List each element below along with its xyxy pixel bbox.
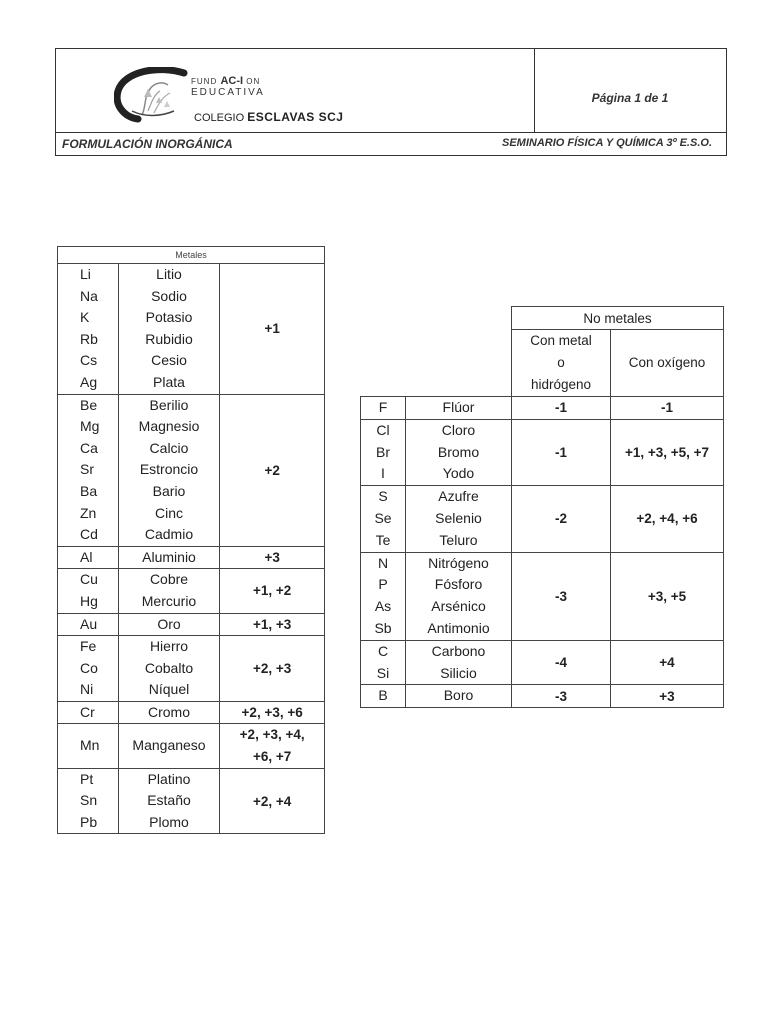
metal-group-row — [58, 724, 325, 768]
nonmetal-name: Antimonio — [427, 619, 490, 636]
metal-valence-line: +6, +7 — [253, 749, 292, 765]
nonmetal-symbol: F — [378, 399, 388, 415]
header-bottom-row — [56, 133, 726, 155]
metal-symbols-cell — [58, 394, 119, 546]
nonmetal-names-cell — [406, 397, 512, 420]
nonmetal-with-oxygen-cell: +3, +5 — [611, 552, 724, 640]
metal-symbol: K — [80, 309, 90, 326]
nonmetal-symbols-cell — [361, 486, 406, 552]
metal-symbols-cell — [58, 546, 119, 569]
blank-cell — [361, 307, 512, 330]
nonmetal-symbols-cell — [361, 397, 406, 420]
metal-names-cell — [118, 569, 220, 613]
nonmetals-title: No metales — [512, 307, 724, 330]
nonmetal-names-cell — [406, 552, 512, 640]
metal-name: Mercurio — [141, 592, 197, 609]
page-number-cell — [534, 49, 726, 132]
metal-symbol: Ba — [80, 482, 98, 499]
metal-name: Manganeso — [132, 737, 206, 754]
metal-symbol: Mn — [80, 737, 100, 754]
metal-name: Cobalto — [144, 659, 194, 676]
metal-name: Platino — [147, 770, 191, 787]
metal-name: Plata — [153, 373, 185, 390]
metal-symbol: Ni — [80, 681, 94, 698]
metal-name: Litio — [156, 266, 182, 282]
metal-symbol: Rb — [80, 330, 98, 347]
metal-names-cell — [118, 264, 220, 395]
metals-caption: Metales — [58, 247, 325, 264]
metals-caption-row — [58, 247, 325, 264]
metal-symbol: Be — [80, 396, 98, 413]
nonmetal-with-metal-cell: -4 — [512, 640, 611, 685]
nonmetals-table — [360, 306, 724, 708]
nonmetal-with-oxygen-cell: +4 — [611, 640, 724, 685]
nonmetal-name: Flúor — [442, 399, 475, 415]
nonmetal-name: Cloro — [441, 421, 476, 438]
metal-name: Hierro — [149, 638, 189, 655]
nonmetal-name: Bromo — [437, 443, 480, 460]
metal-name: Plomo — [149, 813, 189, 830]
school-logo-icon — [114, 67, 194, 123]
metal-name: Níquel — [148, 681, 190, 698]
school-name: COLEGIO ESCLAVAS SCJ — [194, 110, 344, 124]
nonmetal-symbol: Se — [374, 509, 392, 526]
metal-group-row — [58, 701, 325, 724]
nonmetal-symbol: Te — [375, 531, 391, 548]
nonmetal-name: Carbono — [431, 642, 486, 659]
nonmetal-symbol: N — [377, 554, 389, 571]
nonmetal-with-metal-cell: -2 — [512, 486, 611, 552]
nonmetal-symbol: Si — [376, 664, 390, 681]
col-with-metal-label-line: o — [557, 355, 565, 370]
nonmetal-with-oxygen-cell: +3 — [611, 685, 724, 708]
nonmetal-names-cell — [406, 640, 512, 685]
metal-symbol: Li — [80, 266, 91, 282]
metal-names-cell — [118, 394, 220, 546]
metal-valence-cell: +2, +3 — [220, 636, 325, 702]
metal-symbol: Ca — [80, 439, 98, 456]
nonmetal-with-metal-cell: -3 — [512, 552, 611, 640]
metal-name: Cadmio — [144, 526, 194, 543]
nonmetal-with-metal-cell: -3 — [512, 685, 611, 708]
document-header — [55, 48, 727, 156]
col-with-metal-label — [512, 330, 610, 396]
metal-symbol: Co — [80, 659, 98, 676]
metal-symbols-cell — [58, 724, 119, 768]
nonmetal-with-metal-cell: -1 — [512, 397, 611, 420]
metal-valence-cell: +1, +3 — [220, 613, 325, 636]
nonmetal-names-cell — [406, 419, 512, 485]
nonmetal-name: Fósforo — [434, 576, 483, 593]
metal-group-row — [58, 394, 325, 546]
metal-valence-cell: +2 — [220, 394, 325, 546]
metal-names-cell — [118, 546, 220, 569]
metal-symbol: Mg — [80, 418, 100, 435]
metal-name: Cromo — [148, 703, 191, 720]
nonmetal-symbol: Cl — [376, 421, 390, 438]
metal-names-cell — [118, 768, 220, 834]
metal-symbol: Ag — [80, 373, 98, 390]
logo-cell — [56, 49, 535, 132]
metal-valence-cell: +1, +2 — [220, 569, 325, 613]
metal-name: Aluminio — [142, 548, 196, 565]
metal-name: Potasio — [145, 309, 193, 326]
nonmetal-symbol: As — [374, 598, 392, 615]
metal-symbols-cell — [58, 613, 119, 636]
metal-symbols-cell — [58, 569, 119, 613]
metal-name: Sodio — [151, 287, 187, 304]
nonmetal-symbols-cell — [361, 419, 406, 485]
metal-name: Estroncio — [139, 461, 199, 478]
metal-valence-cell — [220, 724, 325, 768]
metal-valence-line: +2, +3, +4, — [239, 727, 305, 743]
nonmetal-with-oxygen-cell: +2, +4, +6 — [611, 486, 724, 552]
metal-names-cell — [118, 701, 220, 724]
col-with-oxygen-header: Con oxígeno — [611, 330, 724, 397]
metal-valence-cell: +2, +4 — [220, 768, 325, 834]
metal-group-row — [58, 636, 325, 702]
nonmetal-symbol: P — [378, 576, 388, 593]
metal-symbol: Pt — [80, 770, 94, 787]
metal-valence-cell: +3 — [220, 546, 325, 569]
metal-group-row — [58, 768, 325, 834]
header-top-row — [56, 49, 726, 133]
metal-valence-cell: +1 — [220, 264, 325, 395]
metal-group-row — [58, 613, 325, 636]
col-with-metal-label-line: Con metal — [530, 333, 592, 348]
subject-title: FORMULACIÓN INORGÁNICA — [62, 137, 233, 151]
nonmetal-with-oxygen-cell: -1 — [611, 397, 724, 420]
nonmetal-group-row — [361, 552, 724, 640]
metal-symbol: Au — [80, 615, 98, 632]
nonmetal-symbols-cell — [361, 640, 406, 685]
metal-symbol: Zn — [80, 504, 97, 521]
nonmetal-with-oxygen-cell: +1, +3, +5, +7 — [611, 419, 724, 485]
metal-names-cell — [118, 613, 220, 636]
nonmetal-symbol: Br — [376, 443, 390, 460]
metal-name: Rubidio — [145, 330, 193, 347]
nonmetal-name: Selenio — [435, 509, 482, 526]
metal-symbol: Cu — [80, 571, 98, 588]
seminar-title: SEMINARIO FÍSICA Y QUÍMICA 3º E.S.O. — [502, 137, 712, 149]
metal-symbols-cell — [58, 264, 119, 395]
nonmetal-name: Silicio — [440, 664, 477, 681]
nonmetal-symbol: I — [381, 465, 385, 482]
nonmetals-title-row — [361, 307, 724, 330]
metal-symbol: Cs — [80, 352, 98, 369]
metal-name: Magnesio — [138, 418, 200, 435]
metal-name: Cesio — [151, 352, 187, 369]
metal-name: Estaño — [147, 792, 191, 809]
nonmetal-name: Azufre — [438, 488, 479, 505]
metal-symbol: Fe — [80, 638, 97, 655]
metal-name: Calcio — [149, 439, 189, 456]
metal-name: Oro — [157, 615, 181, 632]
metal-name: Cinc — [155, 504, 184, 521]
metal-names-cell — [118, 724, 220, 768]
metal-symbol: Sn — [80, 792, 98, 809]
nonmetal-name: Teluro — [439, 531, 478, 548]
metal-symbol: Cr — [80, 703, 95, 720]
nonmetal-symbol: S — [378, 488, 388, 505]
metal-symbol: Cd — [80, 526, 98, 543]
nonmetal-group-row — [361, 486, 724, 552]
metal-group-row — [58, 569, 325, 613]
nonmetal-group-row — [361, 685, 724, 708]
nonmetal-name: Arsénico — [431, 598, 486, 615]
metal-symbol: Al — [80, 548, 93, 565]
metal-symbols-cell — [58, 768, 119, 834]
nonmetal-group-row — [361, 397, 724, 420]
nonmetals-subheader-row — [361, 330, 724, 397]
page-label: Página 1 de 1 — [591, 91, 669, 105]
metal-symbol: Hg — [80, 592, 98, 609]
nonmetal-symbol: B — [378, 687, 388, 704]
foundation-subtitle: EDUCATIVA — [191, 87, 265, 98]
nonmetal-with-metal-cell: -1 — [512, 419, 611, 485]
metal-name: Cobre — [149, 571, 189, 588]
metal-symbols-cell — [58, 701, 119, 724]
nonmetal-symbol: C — [377, 642, 389, 659]
metal-valence-cell: +2, +3, +6 — [220, 701, 325, 724]
nonmetal-names-cell — [406, 486, 512, 552]
nonmetal-symbols-cell — [361, 552, 406, 640]
foundation-name: FUND AC-I ON — [191, 75, 261, 87]
nonmetal-name: Boro — [443, 687, 474, 704]
nonmetal-name: Yodo — [442, 465, 475, 482]
nonmetal-name: Nitrógeno — [428, 554, 489, 571]
col-with-metal-header — [512, 330, 611, 397]
nonmetal-group-row — [361, 640, 724, 685]
metal-symbols-cell — [58, 636, 119, 702]
nonmetal-symbol: Sb — [374, 619, 392, 636]
blank-cell — [361, 330, 512, 397]
metal-symbol: Sr — [80, 461, 94, 478]
metal-name: Berilio — [149, 396, 189, 413]
metal-group-row — [58, 264, 325, 395]
metal-symbol: Pb — [80, 813, 98, 830]
metal-names-cell — [118, 636, 220, 702]
metal-symbol: Na — [80, 287, 98, 304]
metals-table — [57, 246, 325, 834]
nonmetal-names-cell — [406, 685, 512, 708]
nonmetal-group-row — [361, 419, 724, 485]
col-with-metal-label-line: hidrógeno — [530, 377, 592, 392]
metal-group-row — [58, 546, 325, 569]
metal-name: Bario — [152, 482, 186, 499]
nonmetal-symbols-cell — [361, 685, 406, 708]
